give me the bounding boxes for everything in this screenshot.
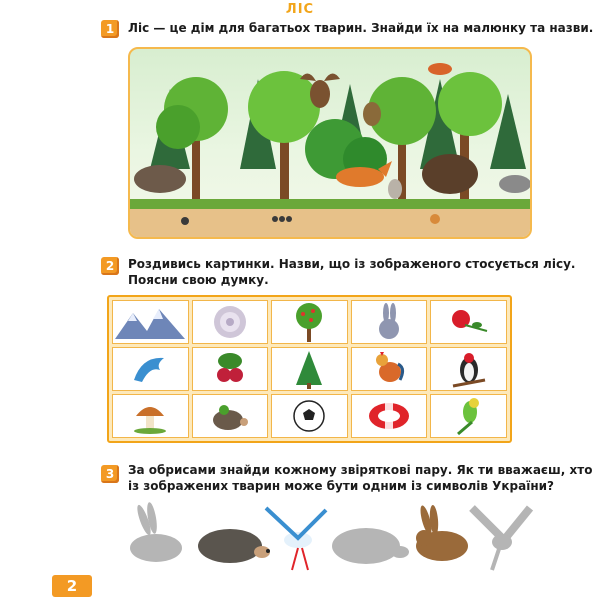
- raspberry-picture[interactable]: [192, 347, 269, 391]
- woodpecker-picture[interactable]: [430, 347, 507, 391]
- hedgehog-picture[interactable]: [192, 394, 269, 438]
- life-buoy-picture[interactable]: [351, 394, 428, 438]
- mushroom-picture[interactable]: [112, 394, 189, 438]
- parrot-picture[interactable]: [430, 394, 507, 438]
- rooster-picture[interactable]: [351, 347, 428, 391]
- task-3-text-line2: із зображених тварин може бути одним із символів України?: [128, 479, 554, 493]
- hedgehog-picture-row[interactable]: [198, 529, 270, 563]
- page-number: 2: [52, 575, 92, 597]
- fir-tree-picture[interactable]: [271, 347, 348, 391]
- task-2-text-line1: Роздивись картинки. Назви, що із зображеного стосується лісу.: [128, 257, 576, 271]
- soccer-ball-picture[interactable]: [271, 394, 348, 438]
- shell-picture[interactable]: [192, 300, 269, 344]
- rose-picture[interactable]: [430, 300, 507, 344]
- hare-picture[interactable]: [416, 504, 468, 561]
- picture-grid: [107, 295, 512, 443]
- forest-illustration: [128, 47, 532, 239]
- dolphin-picture[interactable]: [112, 347, 189, 391]
- task-2-text-line2: Поясни свою думку.: [128, 273, 269, 287]
- mountains-picture[interactable]: [112, 300, 189, 344]
- task-1-text: Ліс — це дім для багатьох тварин. Знайди їх на малюнку та назви.: [128, 21, 594, 35]
- apple-tree-picture[interactable]: [271, 300, 348, 344]
- task-3-text-line1: За обрисами знайди кожному звіряткові пару. Як ти вважаєш, хто: [128, 463, 593, 477]
- task-number-3: 3: [101, 465, 119, 483]
- rabbit-picture[interactable]: [351, 300, 428, 344]
- page-title: ЛІС: [285, 2, 315, 17]
- stork-picture[interactable]: [266, 508, 326, 570]
- hedgehog-silhouette[interactable]: [332, 528, 409, 564]
- task-number-2: 2: [101, 257, 119, 275]
- stork-silhouette[interactable]: [472, 508, 530, 570]
- animal-silhouettes-row: [126, 502, 536, 572]
- task-number-1: 1: [101, 20, 119, 38]
- hare-silhouette[interactable]: [130, 502, 182, 562]
